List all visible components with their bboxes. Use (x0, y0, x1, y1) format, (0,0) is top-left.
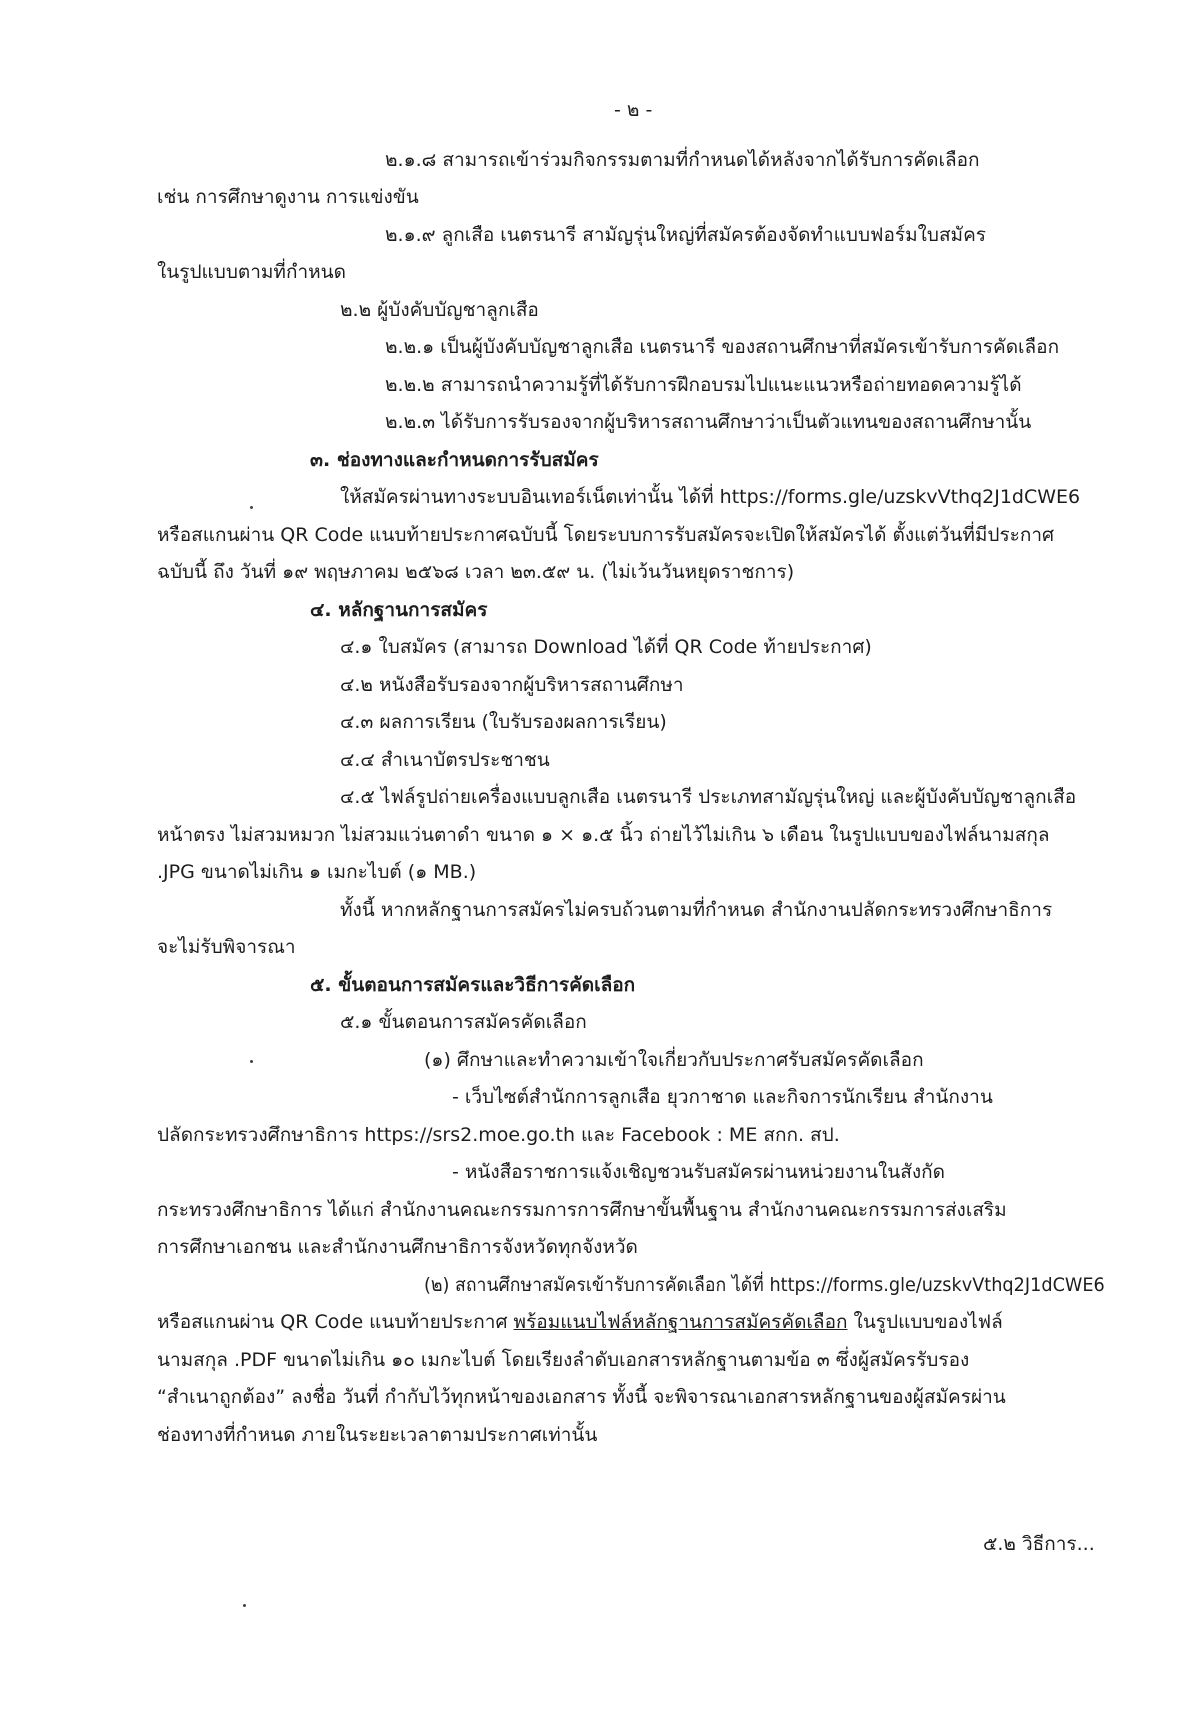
clause-2-2: ๒.๒ ผู้บังคับบัญชาลูกเสือ (340, 299, 539, 321)
section-3-para-1: ให้สมัครผ่านทางระบบอินเทอร์เน็ตเท่านั้น ได้ที่ https://forms.gle/uzskvVthq2J1dCWE6 (340, 486, 1081, 508)
section-4-note: ทั้งนี้ หากหลักฐานการสมัครไม่ครบถ้วนตามที่กำหนด สำนักงานปลัดกระทรวงศึกษาธิการ (340, 899, 1053, 921)
step-2-cont-4: ช่องทางที่กำหนด ภายในระยะเวลาตามประกาศเท่านั้น (157, 1424, 598, 1446)
clause-4-2: ๔.๒ หนังสือรับรองจากผู้บริหารสถานศึกษา (340, 674, 684, 696)
step-2-underlined-text: พร้อมแนบไฟล์หลักฐานการสมัครคัดเลือก (513, 1311, 848, 1333)
clause-4-5: ๔.๕ ไฟล์รูปถ่ายเครื่องแบบลูกเสือ เนตรนารี ประเภทสามัญรุ่นใหญ่ และผู้บังคับบัญชาลูกเสือ (340, 786, 1077, 808)
clause-2-1-8-cont: เช่น การศึกษาดูงาน การแข่งขัน (157, 186, 419, 208)
step-2-cont-1 (157, 1308, 1003, 1336)
step-2-text-a: หรือสแกนผ่าน QR Code แนบท้ายประกาศ (157, 1311, 514, 1333)
clause-2-2-2: ๒.๒.๒ สามารถนำความรู้ที่ได้รับการฝึกอบรมไปแนะแนวหรือถ่ายทอดความรู้ได้ (385, 374, 1022, 396)
scan-speck (250, 1060, 253, 1063)
clause-4-4: ๔.๔ สำเนาบัตรประชาชน (340, 749, 550, 771)
step-1: (๑) ศึกษาและทำความเข้าใจเกี่ยวกับประกาศรับสมัครคัดเลือก (424, 1049, 924, 1071)
step-1-website: - เว็บไซต์สำนักการลูกเสือ ยุวกาชาด และกิจการนักเรียน สำนักงาน (452, 1086, 993, 1108)
clause-4-3: ๔.๓ ผลการเรียน (ใบรับรองผลการเรียน) (340, 711, 667, 733)
section-4-heading: ๔. หลักฐานการสมัคร (310, 599, 488, 621)
clause-4-1: ๔.๑ ใบสมัคร (สามารถ Download ได้ที่ QR Code ท้ายประกาศ) (340, 636, 872, 658)
clause-2-1-8: ๒.๑.๘ สามารถเข้าร่วมกิจกรรมตามที่กำหนดได้หลังจากได้รับการคัดเลือก (385, 149, 980, 171)
page-number: - ๒ - (614, 99, 653, 121)
clause-2-1-9-cont: ในรูปแบบตามที่กำหนด (157, 261, 346, 283)
clause-4-5-cont-2: .JPG ขนาดไม่เกิน ๑ เมกะไบต์ (๑ MB.) (157, 861, 477, 883)
step-2-cont-3: “สำเนาถูกต้อง” ลงชื่อ วันที่ กำกับไว้ทุกหน้าของเอกสาร ทั้งนี้ จะพิจารณาเอกสารหลักฐานของผู้สมัครผ่าน (157, 1386, 1006, 1408)
clause-4-5-cont-1: หน้าตรง ไม่สวมหมวก ไม่สวมแว่นตาดำ ขนาด ๑ × ๑.๕ นิ้ว ถ่ายไว้ไม่เกิน ๖ เดือน ในรูปแบบของไฟล์นามสกุล (157, 824, 1050, 846)
scan-speck (250, 506, 253, 509)
clause-2-2-1: ๒.๒.๑ เป็นผู้บังคับบัญชาลูกเสือ เนตรนารี ของสถานศึกษาที่สมัครเข้ารับการคัดเลือก (385, 336, 1060, 358)
section-3-heading: ๓. ช่องทางและกำหนดการรับสมัคร (310, 449, 599, 471)
scan-speck (243, 1604, 246, 1607)
continuation-marker: ๕.๒ วิธีการ... (983, 1533, 1095, 1555)
step-2-cont-2: นามสกุล .PDF ขนาดไม่เกิน ๑๐ เมกะไบต์ โดยเรียงลำดับเอกสารหลักฐานตามข้อ ๓ ซึ่งผู้สมัครรับรอง (157, 1349, 970, 1371)
step-1-letter-cont-1: กระทรวงศึกษาธิการ ได้แก่ สำนักงานคณะกรรมการการศึกษาขั้นพื้นฐาน สำนักงานคณะกรรมการส่งเสริม (157, 1199, 1007, 1221)
step-2: (๒) สถานศึกษาสมัครเข้ารับการคัดเลือก ได้ที่ https://forms.gle/uzskvVthq2J1dCWE6 (424, 1274, 1105, 1296)
step-1-website-cont: ปลัดกระทรวงศึกษาธิการ https://srs2.moe.go.th และ Facebook : ME สกก. สป. (157, 1124, 840, 1146)
section-3-para-3: ฉบับนี้ ถึง วันที่ ๑๙ พฤษภาคม ๒๕๖๘ เวลา ๒๓.๕๙ น. (ไม่เว้นวันหยุดราชการ) (157, 561, 795, 583)
clause-2-1-9: ๒.๑.๙ ลูกเสือ เนตรนารี สามัญรุ่นใหญ่ที่สมัครต้องจัดทำแบบฟอร์มใบสมัคร (385, 224, 986, 246)
clause-5-1: ๕.๑ ขั้นตอนการสมัครคัดเลือก (340, 1011, 587, 1033)
section-4-note-cont: จะไม่รับพิจารณา (157, 936, 296, 958)
section-3-para-2: หรือสแกนผ่าน QR Code แนบท้ายประกาศฉบับนี้ โดยระบบการรับสมัครจะเปิดให้สมัครได้ ตั้งแต่วันที่มีประกาศ (157, 524, 1055, 546)
step-1-letter-cont-2: การศึกษาเอกชน และสำนักงานศึกษาธิการจังหวัดทุกจังหวัด (157, 1236, 638, 1258)
section-5-heading: ๕. ขั้นตอนการสมัครและวิธีการคัดเลือก (310, 974, 636, 996)
clause-2-2-3: ๒.๒.๓ ได้รับการรับรองจากผู้บริหารสถานศึกษาว่าเป็นตัวแทนของสถานศึกษานั้น (385, 411, 1032, 433)
step-2-text-c: ในรูปแบบของไฟล์ (847, 1311, 1003, 1333)
step-1-letter: - หนังสือราชการแจ้งเชิญชวนรับสมัครผ่านหน่วยงานในสังกัด (452, 1161, 945, 1183)
